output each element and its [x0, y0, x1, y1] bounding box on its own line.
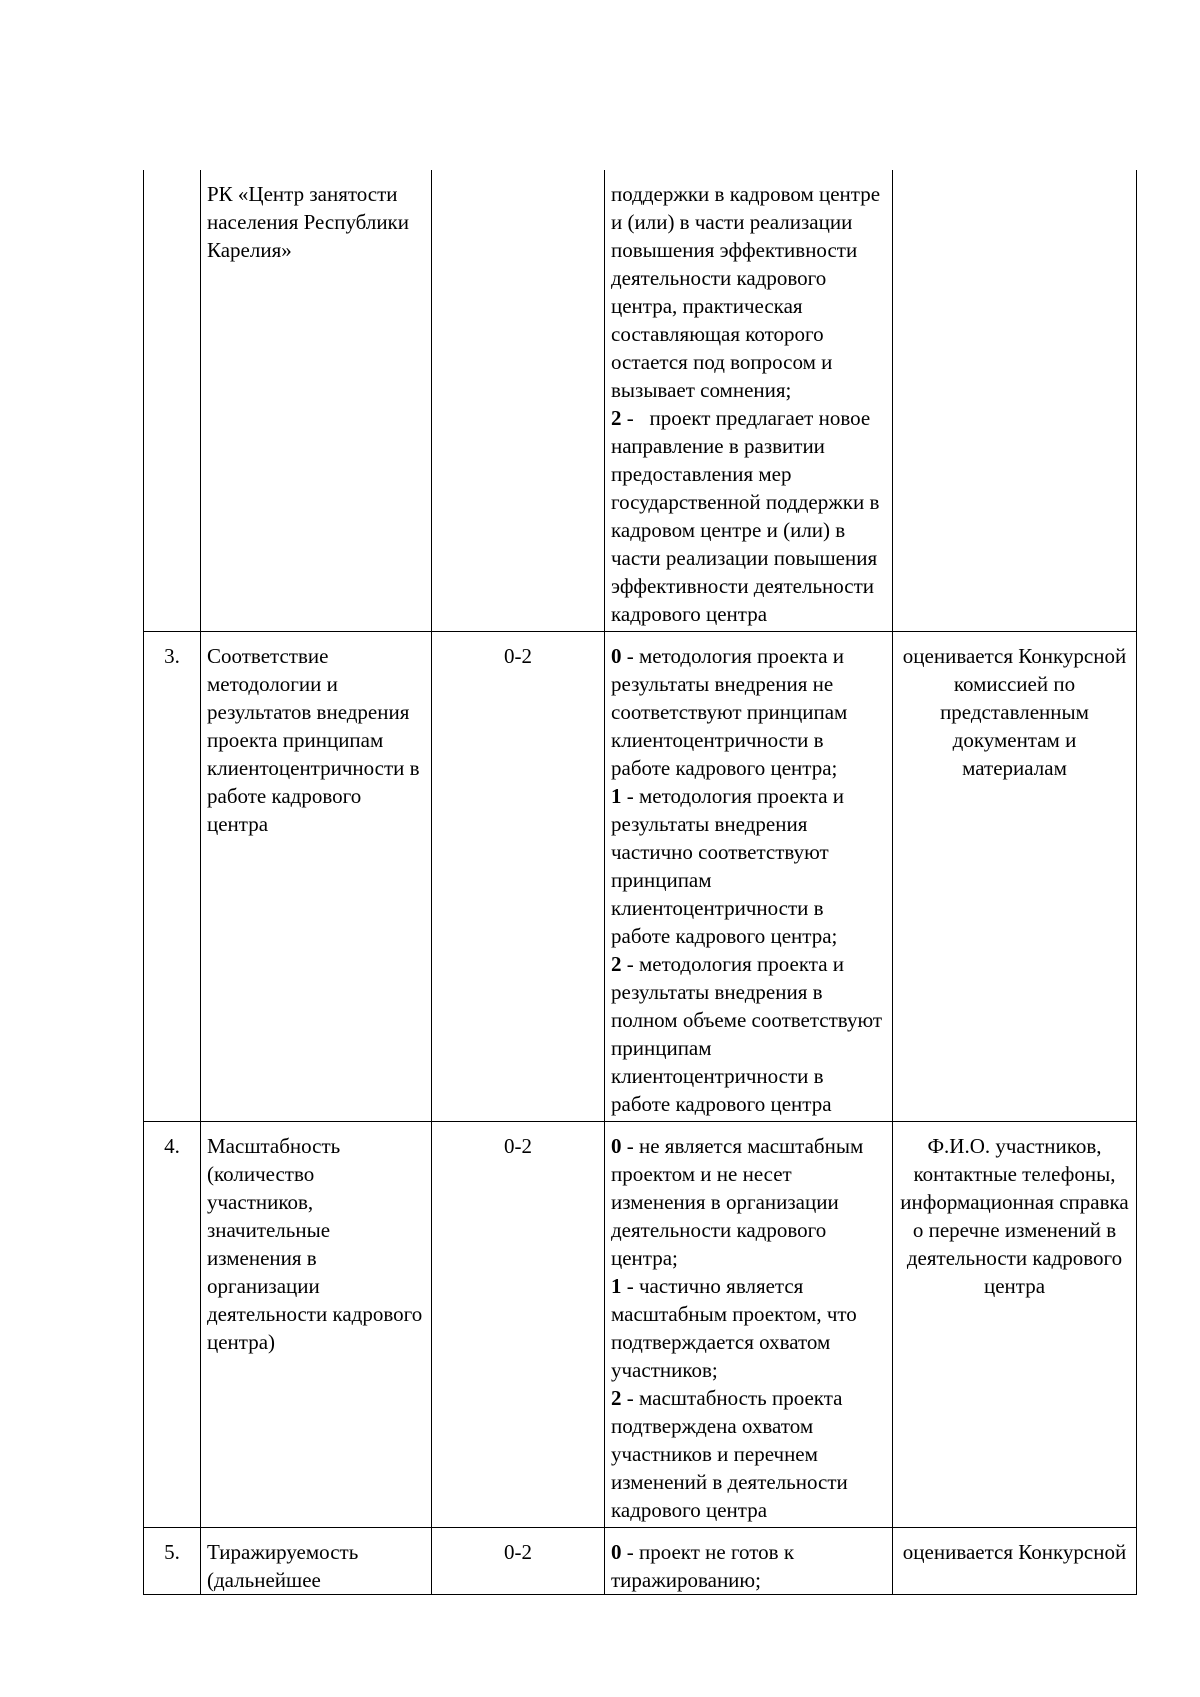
criteria-text: - методология проекта и результаты внедрения частично соответствуют принципам клиентоцентричности в работе кадрового центра; — [611, 784, 845, 948]
documents-cell: оценивается Конкурсной — [893, 1528, 1137, 1595]
criteria-item — [611, 1132, 886, 1272]
criteria-item — [611, 1384, 886, 1524]
indicator-cell: Соответствие методологии и результатов внедрения проекта принципам клиентоцентричности в работе кадрового центра — [201, 632, 432, 1122]
criteria-key: 1 — [611, 784, 622, 808]
indicator-cell: Масштабность (количество участников, значительные изменения в организации деятельности кадрового центра) — [201, 1122, 432, 1528]
criteria-text: - методология проекта и результаты внедрения в полном объеме соответствуют принципам клиентоцентричности в работе кадрового центра — [611, 952, 883, 1116]
criteria-text: - проект не готов к тиражированию; — [611, 1540, 795, 1592]
documents-cell — [893, 170, 1137, 632]
criteria-item — [611, 404, 886, 628]
row-number: 3. — [144, 632, 201, 1122]
criteria-key: 0 — [611, 1540, 622, 1564]
criteria-cell — [605, 1122, 893, 1528]
criteria-cell — [605, 170, 893, 632]
criteria-item — [611, 950, 886, 1118]
criteria-key: 0 — [611, 644, 622, 668]
criteria-key: 2 — [611, 952, 622, 976]
documents-cell: оценивается Конкурсной комиссией по представленным документам и материалам — [893, 632, 1137, 1122]
score-cell: 0-2 — [432, 1528, 605, 1595]
score-cell — [432, 170, 605, 632]
indicator-cell: Тиражируемость (дальнейшее — [201, 1528, 432, 1595]
criteria-key: 1 — [611, 1274, 622, 1298]
row-number: 5. — [144, 1528, 201, 1595]
score-cell: 0-2 — [432, 1122, 605, 1528]
indicator-cell: РК «Центр занятости населения Республики Карелия» — [201, 170, 432, 632]
table-body — [144, 170, 1137, 1595]
criteria-cell — [605, 1528, 893, 1595]
criteria-text: - масштабность проекта подтверждена охватом участников и перечнем изменений в деятельности кадрового центра — [611, 1386, 848, 1522]
row-number: 4. — [144, 1122, 201, 1528]
criteria-key: 2 — [611, 1386, 622, 1410]
criteria-text: поддержки в кадровом центре и (или) в части реализации повышения эффективности деятельности кадрового центра, практическая составляющая которого остается под вопросом и вызывает сомнения; — [611, 182, 881, 402]
criteria-item — [611, 1272, 886, 1384]
criteria-table — [143, 170, 1137, 1595]
table-row — [144, 1528, 1137, 1595]
criteria-item — [611, 180, 886, 404]
documents-cell: Ф.И.О. участников, контактные телефоны, информационная справка о перечне изменений в деятельности кадрового центра — [893, 1122, 1137, 1528]
criteria-key: 0 — [611, 1134, 622, 1158]
criteria-item — [611, 642, 886, 782]
score-cell: 0-2 — [432, 632, 605, 1122]
criteria-text: - не является масштабным проектом и не несет изменения в организации деятельности кадрового центра; — [611, 1134, 864, 1270]
criteria-text: - частично является масштабным проектом, что подтверждается охватом участников; — [611, 1274, 857, 1382]
criteria-text: - проект предлагает новое направление в развитии предоставления мер государственной поддержки в кадровом центре и (или) в части реализации повышения эффективности деятельности кадрового центра — [611, 406, 885, 626]
table-row — [144, 1122, 1137, 1528]
row-number — [144, 170, 201, 632]
criteria-item — [611, 782, 886, 950]
table-row — [144, 170, 1137, 632]
criteria-text: - методология проекта и результаты внедрения не соответствуют принципам клиентоцентричности в работе кадрового центра; — [611, 644, 848, 780]
table-row — [144, 632, 1137, 1122]
criteria-cell — [605, 632, 893, 1122]
criteria-key: 2 — [611, 406, 622, 430]
